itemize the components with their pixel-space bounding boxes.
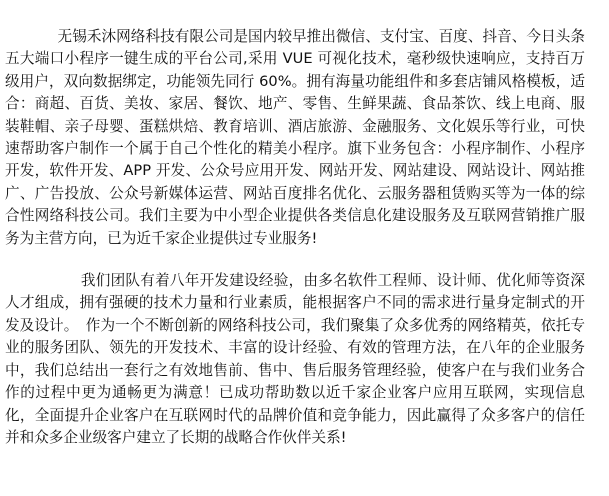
team-experience-paragraph: 我们团队有着八年开发建设经验，由多名软件工程师、设计师、优化师等资深人才组成，拥有强硬的技术力量和行业素质，能根据客户不同的需求进行量身定制式的开发及设计。 作为一个不断创新的网络科技公司，我们聚集了众多优秀的网络精英，依托专业的服务团队、领先的开发技术、丰富的设计经验、有效的管理方法，在八年的企业服务中，我们总结出一套行之有效地售前、售中、售后服务管理经验，使客户在与我们业务合作的过程中更为通畅更为满意！已成功帮助数以近千家企业客户应用互联网，实现信息化，全面提升企业客户在互联网时代的品牌价值和竞争能力，因此赢得了众多客户的信任并和众多企业级客户建立了长期的战略合作伙伴关系! xyxy=(5,272,585,446)
company-intro-paragraph: 无锡禾沐网络科技有限公司是国内较早推出微信、支付宝、百度、抖音、今日头条五大端口小程序一键生成的平台公司,采用 VUE 可视化技术，毫秒级快速响应，支持百万级用户，双向数据绑定，功能领先同行 60%。拥有海量功能组件和多套店铺风格模板，适合：商超、百货、美妆、家居、餐饮、地产、零售、生鲜果蔬、食品茶饮、线上电商、服装鞋帽、亲子母婴、蛋糕烘焙、教育培训、酒店旅游、金融服务、文化娱乐等行业，可快速帮助客户制作一个属于自己个性化的精美小程序。旗下业务包含：小程序制作、小程序开发，软件开发、APP 开发、公众号应用开发、网站开发、网站建设、网站设计、网站推广、广告投放、公众号新媒体运营、网站百度排名优化、云服务器租赁购买等为一体的综合性网络科技公司。我们主要为中小型企业提供各类信息化建设服务及互联网营销推广服务为主营方向，已为近千家企业提供过专业服务! xyxy=(5,28,585,247)
company-profile-document xyxy=(5,26,585,449)
